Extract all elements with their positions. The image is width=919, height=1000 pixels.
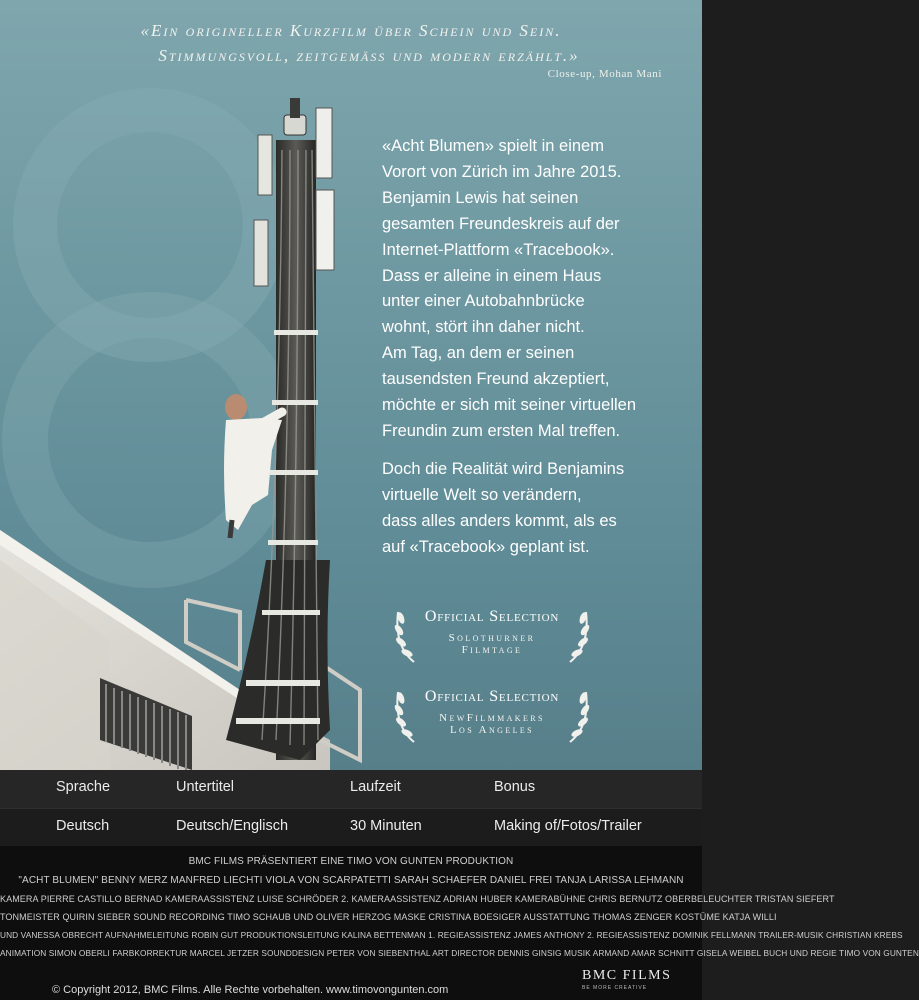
synopsis-paragraph-1: «Acht Blumen» spielt in einem Vorort von Zürich im Jahre 2015. Benjamin Lewis hat seinen gesamten Freundeskreis auf der Internet-Plattform «Tracebook». Dass er alleine in einem Haus unter einer Autobahnbrücke wohnt, stört ihn daher nicht. Am Tag, an dem er seinen tausendsten Freund akzeptiert, möchte er sich mit seiner virtuellen Freundin zum ersten Mal treffen. [382,137,637,440]
credit-line-production: UND VANESSA OBRECHT AUFNAHMELEITUNG ROBIN GUT PRODUKTIONSLEITUNG KALINA BETTENMAN 1. REGIEASSISTENZ JAMES ANTHONY 2. REGIEASSISTENZ DOMINIK FELLMANN TRAILER-MUSIK CHRISTIAN KREBS [0,930,903,940]
laurel-festival-line-2: Los Angeles [449,724,535,736]
synopsis-paragraph-2: Doch die Realität wird Benjamins virtuelle Welt so verändern, dass alles anders kommt, als es auf «Tracebook» geplant ist. [382,459,625,556]
tech-info-value-row [0,808,702,846]
laurel-festival-line-1: Solothurner [448,632,536,644]
value-bonus: Making of/Fotos/Trailer [494,818,642,834]
header-bonus: Bonus [494,779,536,795]
bmc-logo-text: BMC FILMS [582,968,672,983]
tech-info-header-row [0,770,702,808]
bmc-logo-tagline: BE MORE CREATIVE [582,985,648,991]
review-source: Close-up, Mohan Mani [547,68,662,80]
review-quote-line-2: Stimmungsvoll, zeitgemäss und modern erzählt.» [158,46,580,65]
credit-line-cast: "ACHT BLUMEN" BENNY MERZ MANFRED LIECHTI VIOLA VON SCARPATETTI SARAH SCHAEFER DANIEL FREI TANJA LARISSA LEHMANN [18,875,684,886]
credit-line-post: ANIMATION SIMON OBERLI FARBKORREKTUR MARCEL JETZER SOUNDDESIGN PETER VON SIEBENTHAL ART DIRECTOR DENNIS GINSIG MUSIK ARMAND AMAR SCHNITT GISELA WEIBEL BUCH UND REGIE TIMO VON GUNTEN [0,948,919,958]
laurel-solothurner-filmtage [392,606,592,664]
header-sprache: Sprache [56,779,111,795]
review-quote-line-1: «Ein origineller Kurzfilm über Schein und Sein. [140,21,562,40]
review-quote [0,18,702,68]
header-laufzeit: Laufzeit [350,779,401,795]
credit-line-camera: KAMERA PIERRE CASTILLO BERNAD KAMERAASSISTENZ LUISE SCHRÖDER 2. KAMERAASSISTENZ ADRIAN HUBER KAMERABÜHNE CHRIS BERNUTZ OBERBELEUCHTER TRISTAN SIEFERT [0,894,835,904]
copyright-notice: © Copyright 2012, BMC Films. Alle Rechte vorbehalten. www.timovongunten.com [52,984,449,996]
value-untertitel: Deutsch/Englisch [176,818,289,834]
laurel-title: Official Selection [424,608,560,625]
credit-line-sound: TONMEISTER QUIRIN SIEBER SOUND RECORDING TIMO SCHAUB UND OLIVER HERZOG MASKE CRISTINA BOESIGER AUSSTATTUNG THOMAS ZENGER KOSTÜME KATJA WILLI [0,912,777,922]
laurel-title: Official Selection [424,688,560,705]
value-laufzeit: 30 Minuten [350,818,422,834]
tech-info-table [0,770,702,846]
bmc-films-logo [582,968,671,991]
laurel-festival-line-1: NewFilmmakers [439,712,545,724]
laurel-festival-line-2: Filmtage [461,644,523,656]
header-untertitel: Untertitel [176,779,235,795]
credit-line-presents: BMC FILMS PRÄSENTIERT EINE TIMO VON GUNTEN PRODUKTION [188,856,514,867]
laurel-newfilmmakers-los-angeles [392,686,592,744]
value-sprache: Deutsch [56,818,110,834]
synopsis [382,134,702,561]
